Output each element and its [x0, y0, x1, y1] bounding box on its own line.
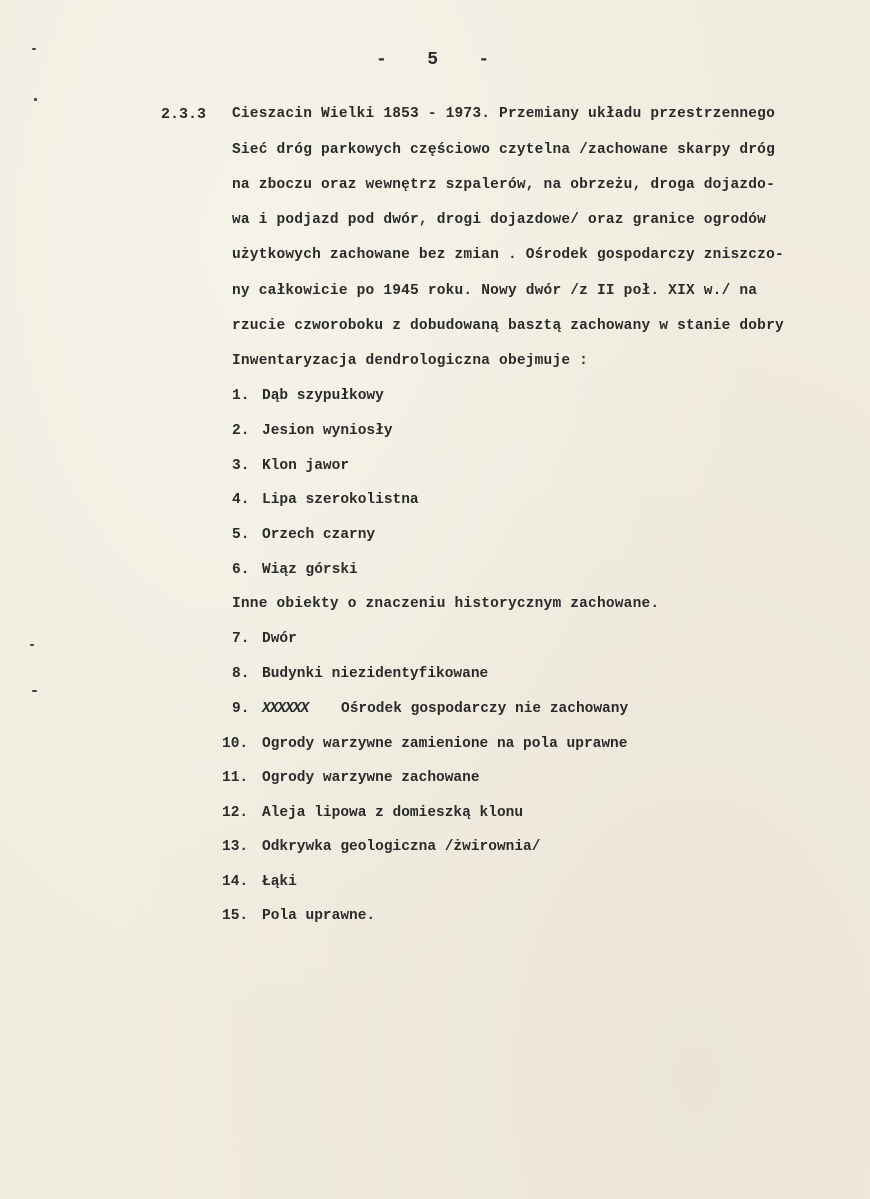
- list-item: Klon jawor: [262, 458, 350, 474]
- list-item: Jesion wyniosły: [262, 423, 393, 439]
- list-item-number: 15.: [222, 908, 249, 924]
- list-item: Ośrodek gospodarczy nie zachowany: [341, 701, 629, 717]
- list-item-number: 3.: [232, 458, 250, 474]
- list-item-number: 12.: [222, 805, 249, 821]
- list-item-number: 2.: [232, 423, 250, 439]
- section-number: 2.3.3: [161, 106, 207, 123]
- paragraph-line: na zboczu oraz wewnętrz szpalerów, na obrzeżu, droga dojazdo-: [232, 177, 775, 193]
- list-item-number: 8.: [232, 666, 250, 682]
- list-item: Lipa szerokolistna: [262, 492, 419, 508]
- list-item-number: 10.: [222, 736, 249, 752]
- paragraph-line: Sieć dróg parkowych częściowo czytelna /zachowane skarpy dróg: [232, 142, 775, 158]
- list-item: Wiąz górski: [262, 562, 358, 578]
- list-item-number: 14.: [222, 874, 249, 890]
- list-item-number: 4.: [232, 492, 250, 508]
- margin-mark: [30, 644, 34, 646]
- list-item-number: 7.: [232, 631, 250, 647]
- list-item: Aleja lipowa z domieszką klonu: [262, 805, 524, 821]
- list-item-number: 6.: [232, 562, 250, 578]
- struck-text: XXXXXX: [262, 701, 309, 717]
- list-item-number: 5.: [232, 527, 250, 543]
- list-item-number: 9.: [232, 701, 250, 717]
- page-number: - 5 -: [376, 50, 492, 70]
- margin-mark: [34, 98, 37, 101]
- paragraph-line: Inwentaryzacja dendrologiczna obejmuje :: [232, 353, 589, 369]
- margin-mark: [32, 690, 37, 692]
- list-item: Dwór: [262, 631, 297, 647]
- margin-mark: [32, 48, 36, 50]
- list-item: Pola uprawne.: [262, 908, 376, 924]
- subheading: Inne obiekty o znaczeniu historycznym zachowane.: [232, 596, 660, 612]
- paragraph-line: użytkowych zachowane bez zmian . Ośrodek gospodarczy zniszczo-: [232, 247, 784, 263]
- list-item: Łąki: [262, 874, 297, 890]
- paragraph-line: wa i podjazd pod dwór, drogi dojazdowe/ oraz granice ogrodów: [232, 212, 767, 228]
- list-item-number: 11.: [222, 770, 249, 786]
- list-item: Ogrody warzywne zachowane: [262, 770, 480, 786]
- list-item: Ogrody warzywne zamienione na pola uprawne: [262, 736, 628, 752]
- list-item: Budynki niezidentyfikowane: [262, 666, 489, 682]
- paragraph-line: ny całkowicie po 1945 roku. Nowy dwór /z II poł. XIX w./ na: [232, 283, 758, 299]
- list-item: Dąb szypułkowy: [262, 388, 384, 404]
- list-item-number: 13.: [222, 839, 249, 855]
- list-item: Orzech czarny: [262, 527, 376, 543]
- list-item: Odkrywka geologiczna /żwirownia/: [262, 839, 541, 855]
- paragraph-line: rzucie czworoboku z dobudowaną basztą zachowany w stanie dobry: [232, 318, 784, 334]
- list-item-number: 1.: [232, 388, 250, 404]
- paragraph-line: Cieszacin Wielki 1853 - 1973. Przemiany układu przestrzennego: [232, 106, 775, 122]
